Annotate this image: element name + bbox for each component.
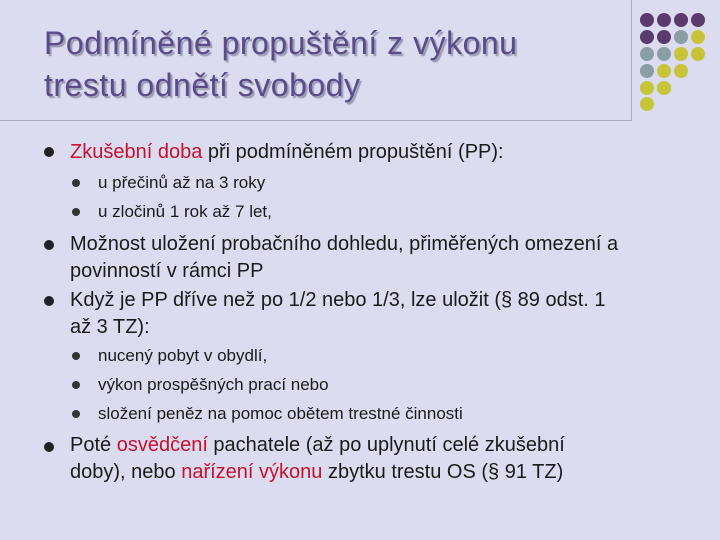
- title-line-2: trestu odnětí svobody: [44, 67, 361, 103]
- sub-bullet-marker: [72, 410, 80, 418]
- bullet-early-release: Když je PP dříve než po 1/2 nebo 1/3, lze uložit (§ 89 odst. 1 až 3 TZ):: [70, 289, 606, 338]
- sub-item-victim-payment: složení peněz na pomoc obětem trestné činnosti: [98, 404, 463, 423]
- sub-item-house-arrest: nucený pobyt v obydlí,: [98, 346, 268, 365]
- sub-bullet-marker: [72, 208, 80, 216]
- sub-bullet-marker: [72, 179, 80, 187]
- bullet-marker: [44, 442, 54, 452]
- highlight-certification: osvědčení: [116, 434, 208, 456]
- sub-bullet-marker: [72, 381, 80, 389]
- sub-item-felonies: u zločinů 1 rok až 7 let,: [98, 202, 272, 221]
- bullet-marker: [44, 147, 54, 157]
- sub-item-misdemeanors: u přečinů až na 3 roky: [98, 173, 266, 192]
- bullet-probation-period: Zkušební doba při podmíněném propuštění (PP):: [70, 141, 504, 163]
- sub-item-community-service: výkon prospěšných prací nebo: [98, 375, 329, 394]
- bullet-outcome: Poté osvědčení pachatele (až po uplynutí celé zkušební doby), nebo nařízení výkonu zbytku trestu OS (§ 91 TZ): [70, 434, 565, 483]
- sub-bullet-marker: [72, 352, 80, 360]
- title-line-1: Podmíněné propuštění z výkonu: [44, 25, 518, 61]
- highlight-order-execution: nařízení výkonu: [181, 461, 323, 483]
- highlight-probation-period: Zkušební doba: [70, 141, 203, 163]
- bullet-supervision: Možnost uložení probačního dohledu, přiměřených omezení a povinností v rámci PP: [70, 233, 619, 282]
- bullet-marker: [44, 296, 54, 306]
- bullet-marker: [44, 240, 54, 250]
